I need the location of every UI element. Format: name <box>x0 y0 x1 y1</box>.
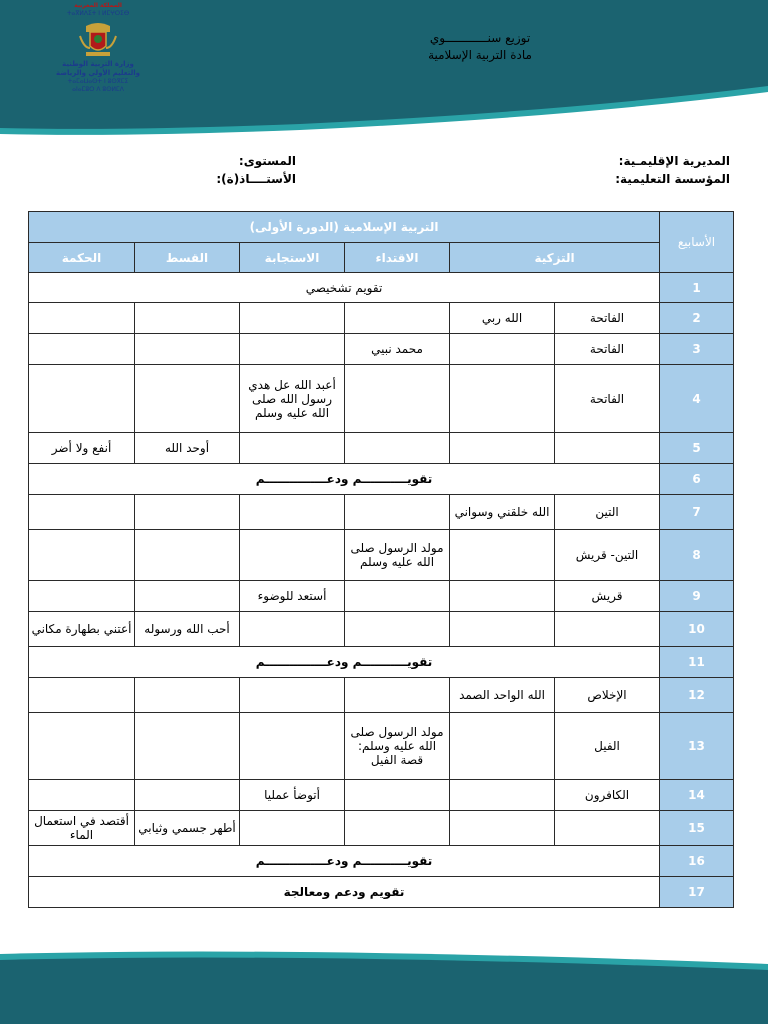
lesson-cell <box>29 581 135 612</box>
lesson-cell <box>450 713 555 780</box>
lesson-cell: الفيل <box>555 713 660 780</box>
institution-label: المؤسسة التعليمية: <box>615 172 730 186</box>
lesson-cell: أعتني بطهارة مكاني <box>29 612 135 647</box>
table-row <box>29 464 734 495</box>
table-row <box>29 495 734 530</box>
table-row <box>29 647 734 678</box>
lesson-cell <box>29 495 135 530</box>
week-number: 6 <box>660 464 734 495</box>
ministry-name-1: وزارة التربية الوطنية <box>62 60 134 68</box>
lesson-cell <box>450 612 555 647</box>
annual-distribution-table <box>28 211 734 908</box>
column-header-qist: القسط <box>135 243 240 273</box>
week-number: 13 <box>660 713 734 780</box>
ministry-logo <box>46 2 150 106</box>
lesson-cell: أطهر جسمي وثيابي <box>135 811 240 846</box>
subject-header: التربية الإسلامية (الدورة الأولى) <box>29 212 660 243</box>
column-header-istijaba: الاستجابة <box>240 243 345 273</box>
lesson-cell <box>29 678 135 713</box>
lesson-cell <box>29 780 135 811</box>
lesson-cell: الله ربي <box>450 303 555 334</box>
lesson-cell <box>345 495 450 530</box>
lesson-cell <box>240 678 345 713</box>
lesson-cell <box>240 612 345 647</box>
column-header-hikma: الحكمة <box>29 243 135 273</box>
week-number: 15 <box>660 811 734 846</box>
assessment-cell: تقويـــــــــــم ودعـــــــــــــــم <box>29 846 660 877</box>
lesson-cell: أستعد للوضوء <box>240 581 345 612</box>
lesson-cell <box>345 365 450 433</box>
lesson-cell <box>450 811 555 846</box>
lesson-cell: الكافرون <box>555 780 660 811</box>
lesson-cell <box>29 713 135 780</box>
lesson-cell <box>555 433 660 464</box>
lesson-cell <box>240 713 345 780</box>
lesson-cell: محمد نبيي <box>345 334 450 365</box>
lesson-cell <box>135 303 240 334</box>
week-number: 8 <box>660 530 734 581</box>
lesson-cell <box>555 811 660 846</box>
lesson-cell <box>135 780 240 811</box>
lesson-cell: أعبد الله عل هدي رسول الله صلى الله عليه وسلم <box>240 365 345 433</box>
table-row <box>29 780 734 811</box>
assessment-cell: تقويـــــــــــم ودعـــــــــــــــم <box>29 464 660 495</box>
lesson-cell: أوحد الله <box>135 433 240 464</box>
week-number: 17 <box>660 877 734 908</box>
table-row <box>29 303 734 334</box>
lesson-cell <box>450 334 555 365</box>
title-line-1: توزيع سنــــــــــــوي <box>429 31 531 45</box>
week-number: 10 <box>660 612 734 647</box>
lesson-cell: الفاتحة <box>555 303 660 334</box>
lesson-cell <box>345 612 450 647</box>
table-row <box>29 581 734 612</box>
week-number: 9 <box>660 581 734 612</box>
lesson-cell: أقتصد في استعمال الماء <box>29 811 135 846</box>
lesson-cell <box>29 365 135 433</box>
lesson-cell: الفاتحة <box>555 365 660 433</box>
lesson-cell <box>29 530 135 581</box>
week-number: 12 <box>660 678 734 713</box>
lesson-cell <box>240 495 345 530</box>
lesson-cell <box>450 433 555 464</box>
lesson-cell: قريش <box>555 581 660 612</box>
lesson-cell <box>135 581 240 612</box>
lesson-cell <box>450 581 555 612</box>
meta-right <box>615 152 730 188</box>
lesson-cell: أحب الله ورسوله <box>135 612 240 647</box>
lesson-cell <box>345 433 450 464</box>
table-row <box>29 713 734 780</box>
lesson-cell: مولد الرسول صلى الله عليه وسلم: قصة الفيل <box>345 713 450 780</box>
week-number: 4 <box>660 365 734 433</box>
lesson-cell <box>555 612 660 647</box>
column-header-tazkiya: التزكية <box>450 243 660 273</box>
lesson-cell <box>240 334 345 365</box>
table-row <box>29 678 734 713</box>
footer-band <box>0 948 768 1024</box>
table-row <box>29 530 734 581</box>
table-row <box>29 334 734 365</box>
lesson-cell <box>29 334 135 365</box>
table-row <box>29 273 734 303</box>
table-row <box>29 365 734 433</box>
lesson-cell <box>135 713 240 780</box>
lesson-cell <box>450 780 555 811</box>
lesson-cell <box>345 581 450 612</box>
ministry-name-tifinagh-2: ⴰⵏⴰⵎⵓⵔ ⴷ ⵓⵙⵍⵎⴷ <box>72 86 124 93</box>
lesson-cell <box>240 530 345 581</box>
lesson-cell <box>135 678 240 713</box>
title-line-2: مادة التربية الإسلامية <box>428 48 532 62</box>
lesson-cell: التين <box>555 495 660 530</box>
directorate-label: المديرية الإقليمـية: <box>618 154 730 168</box>
meta-left <box>196 152 296 188</box>
table-row <box>29 811 734 846</box>
lesson-cell: الإخلاص <box>555 678 660 713</box>
lesson-cell <box>135 530 240 581</box>
ministry-name-tifinagh-1: ⵜⴰⵎⴰⵡⴰⵙⵜ ⵏ ⵓⵙⴳⵎⵉ <box>67 78 129 85</box>
lesson-cell: التين- قريش <box>555 530 660 581</box>
table-row <box>29 846 734 877</box>
kingdom-name: المملكة المغربية <box>74 2 122 9</box>
lesson-cell <box>450 365 555 433</box>
lesson-cell <box>240 433 345 464</box>
lesson-cell <box>345 678 450 713</box>
lesson-cell: أنفع ولا أضر <box>29 433 135 464</box>
lesson-cell <box>29 303 135 334</box>
lesson-cell <box>345 780 450 811</box>
assessment-cell: تقويم ودعم ومعالجة <box>29 877 660 908</box>
lesson-cell <box>135 365 240 433</box>
lesson-cell <box>345 303 450 334</box>
kingdom-name-tifinagh: ⵜⴰⴳⵍⴷⵉⵜ ⵏ ⵍⵎⵖⵔⵉⴱ <box>66 10 130 17</box>
lesson-cell <box>135 495 240 530</box>
lesson-cell <box>240 811 345 846</box>
teacher-label: الأستــــاذ(ة): <box>216 172 296 186</box>
column-header-iqtida: الاقتداء <box>345 243 450 273</box>
week-number: 7 <box>660 495 734 530</box>
lesson-cell <box>135 334 240 365</box>
assessment-cell: تقويم تشخيصي <box>29 273 660 303</box>
coat-of-arms-icon <box>78 22 118 58</box>
week-number: 5 <box>660 433 734 464</box>
lesson-cell: الله الواحد الصمد <box>450 678 555 713</box>
week-number: 3 <box>660 334 734 365</box>
document-title <box>380 30 580 64</box>
weeks-header: الأسابيع <box>660 212 734 273</box>
week-number: 1 <box>660 273 734 303</box>
assessment-cell: تقويـــــــــــم ودعـــــــــــــــم <box>29 647 660 678</box>
lesson-cell <box>450 530 555 581</box>
week-number: 2 <box>660 303 734 334</box>
lesson-cell: الله خلقني وسواني <box>450 495 555 530</box>
week-number: 14 <box>660 780 734 811</box>
table-row <box>29 877 734 908</box>
week-number: 11 <box>660 647 734 678</box>
level-label: المستوى: <box>238 154 296 168</box>
lesson-cell: الفاتحة <box>555 334 660 365</box>
lesson-cell <box>240 303 345 334</box>
lesson-cell: مولد الرسول صلى الله عليه وسلم <box>345 530 450 581</box>
lesson-cell: أتوضأ عمليا <box>240 780 345 811</box>
ministry-name-2: والتعليم الأولي والرياضة <box>56 69 140 77</box>
table-row <box>29 433 734 464</box>
lesson-cell <box>345 811 450 846</box>
week-number: 16 <box>660 846 734 877</box>
table-row <box>29 612 734 647</box>
